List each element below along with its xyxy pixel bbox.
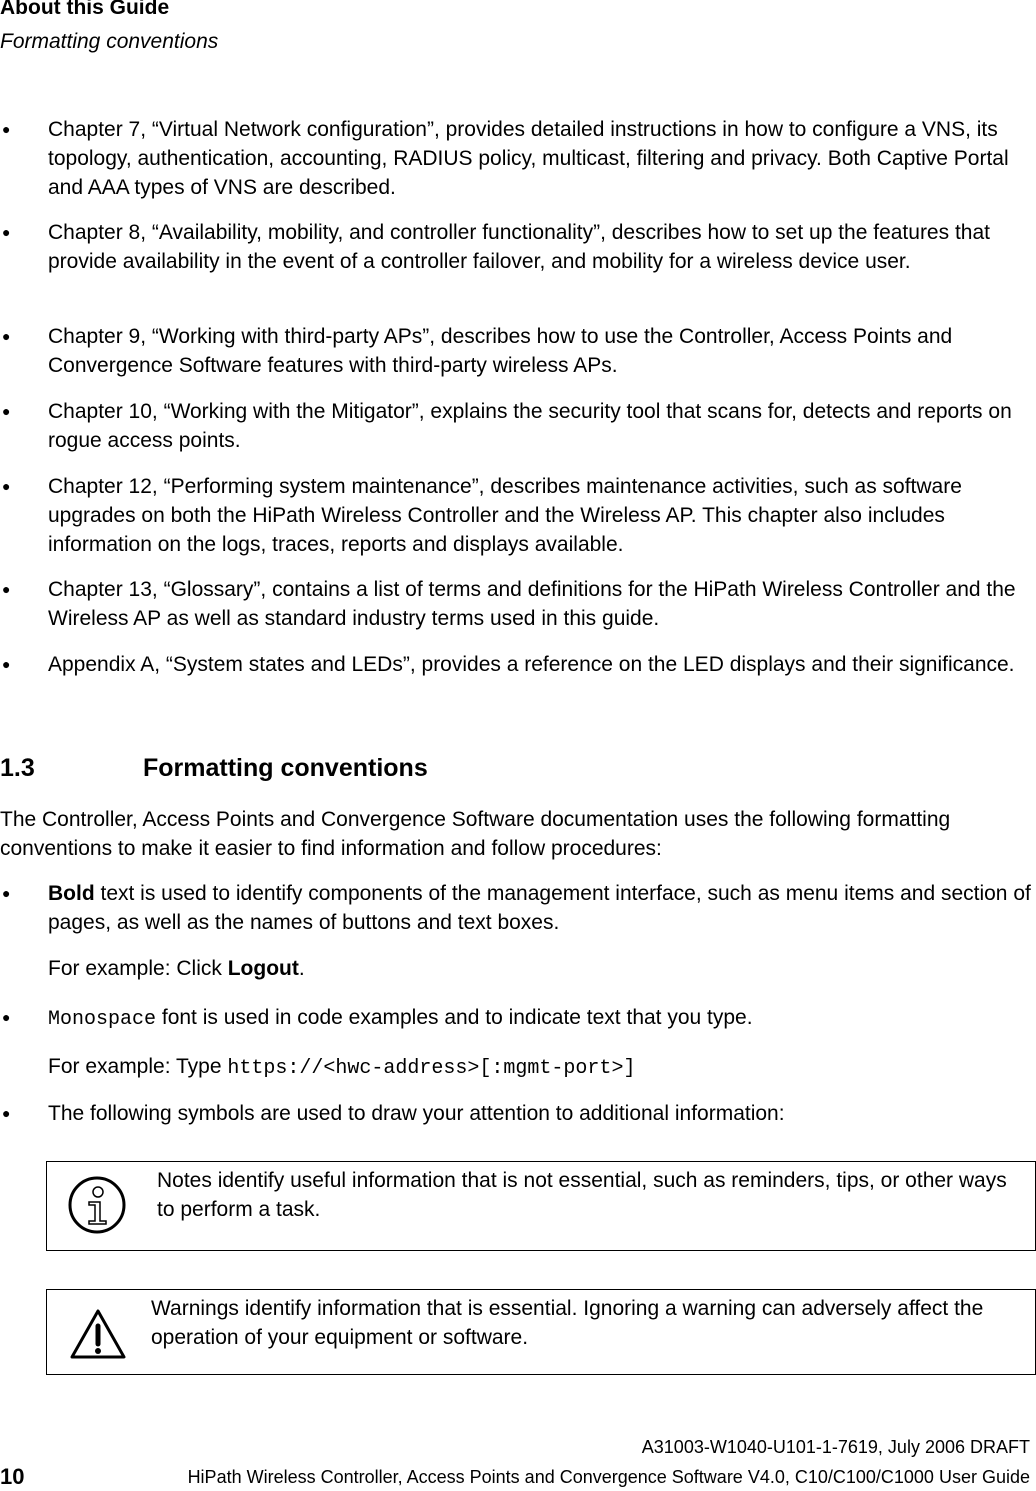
list-item-text: Chapter 7, “Virtual Network configuration”, provides detailed instructions in how to configure a VNS, its topology, authentication, accounting, RADIUS policy, multicast, filtering and privacy. Both Captive Portal and AAA types of VNS are described. [48, 118, 1009, 199]
bullet-icon: ● [2, 885, 11, 901]
list-item-text: Chapter 10, “Working with the Mitigator”, explains the security tool that scans for, detects and reports on rogue access points. [48, 400, 1012, 452]
running-header-title: About this Guide [0, 0, 170, 19]
note-text: Notes identify useful information that is not essential, such as reminders, tips, or other ways to perform a task. [157, 1169, 1007, 1221]
bullet-icon: ● [2, 1009, 11, 1025]
list-item [2, 322, 1033, 380]
list-item [2, 218, 1033, 276]
bullet-icon: ● [2, 478, 11, 494]
section-intro: The Controller, Access Points and Convergence Software documentation uses the following formatting conventions to make it easier to find information and follow procedures: [0, 808, 951, 860]
list-item-text: Chapter 8, “Availability, mobility, and controller functionality”, describes how to set up the features that provide availability in the event of a controller failover, and mobility for a wireless device user. [48, 221, 990, 273]
warning-icon [69, 1308, 127, 1360]
mono-desc: font is used in code examples and to indicate text that you type. [156, 1006, 753, 1029]
warning-box [46, 1289, 1036, 1375]
example-prefix: For example: Type [48, 1055, 228, 1078]
bold-example [48, 954, 1033, 983]
list-item-text: Chapter 9, “Working with third-party APs”, describes how to use the Controller, Access Points and Convergence Software features with third-party wireless APs. [48, 325, 953, 377]
list-item [2, 575, 1033, 633]
warning-text: Warnings identify information that is essential. Ignoring a warning can adversely affect the operation of your equipment or software. [151, 1297, 984, 1349]
mono-term: Monospace [48, 1008, 157, 1031]
bullet-icon: ● [2, 328, 11, 344]
bullet-icon: ● [2, 656, 11, 672]
list-item-text: Chapter 12, “Performing system maintenance”, describes maintenance activities, such as software upgrades on both the HiPath Wireless Controller and the Wireless AP. This chapter also includes information on the logs, traces, reports and displays available. [48, 475, 962, 556]
bullet-icon: ● [2, 403, 11, 419]
list-item-bold [2, 879, 1033, 937]
list-item [2, 1099, 1033, 1128]
section-heading [0, 754, 428, 783]
page-number: 10 [0, 1464, 25, 1489]
list-item-text: Chapter 13, “Glossary”, contains a list of terms and definitions for the HiPath Wireless Controller and the Wireless AP as well as standard industry terms used in this guide. [48, 578, 1016, 630]
bullet-icon: ● [2, 581, 11, 597]
running-header-subtitle: Formatting conventions [0, 30, 219, 53]
info-icon [67, 1175, 127, 1235]
example-value: https://<hwc-address>[:mgmt-port>] [227, 1057, 636, 1080]
section-number: 1.3 [0, 754, 35, 782]
list-item [2, 472, 1033, 559]
footer-guide-title: HiPath Wireless Controller, Access Points and Convergence Software V4.0, C10/C100/C1000 User Guide [187, 1467, 1030, 1487]
bold-term: Bold [48, 882, 95, 905]
mono-example [48, 1052, 1033, 1083]
section-title: Formatting conventions [143, 754, 428, 782]
footer-doc-id: A31003-W1040-U101-1-7619, July 2006 DRAFT [641, 1437, 1030, 1457]
bold-desc: text is used to identify components of the management interface, such as menu items and section of pages, as well as the names of buttons and text boxes. [48, 882, 1031, 934]
list-item-text: The following symbols are used to draw your attention to additional information: [48, 1102, 785, 1125]
example-value: Logout [227, 957, 299, 980]
list-item [2, 650, 1033, 679]
bullet-icon: ● [2, 1105, 11, 1121]
list-item [2, 397, 1033, 455]
example-prefix: For example: Click [48, 957, 228, 980]
note-box [46, 1161, 1036, 1251]
bullet-icon: ● [2, 224, 11, 240]
list-item [2, 115, 1033, 202]
list-item-mono [2, 1003, 1033, 1034]
example-suffix: . [298, 957, 305, 980]
bullet-icon: ● [2, 121, 11, 137]
list-item-text: Appendix A, “System states and LEDs”, provides a reference on the LED displays and their significance. [48, 653, 1015, 676]
